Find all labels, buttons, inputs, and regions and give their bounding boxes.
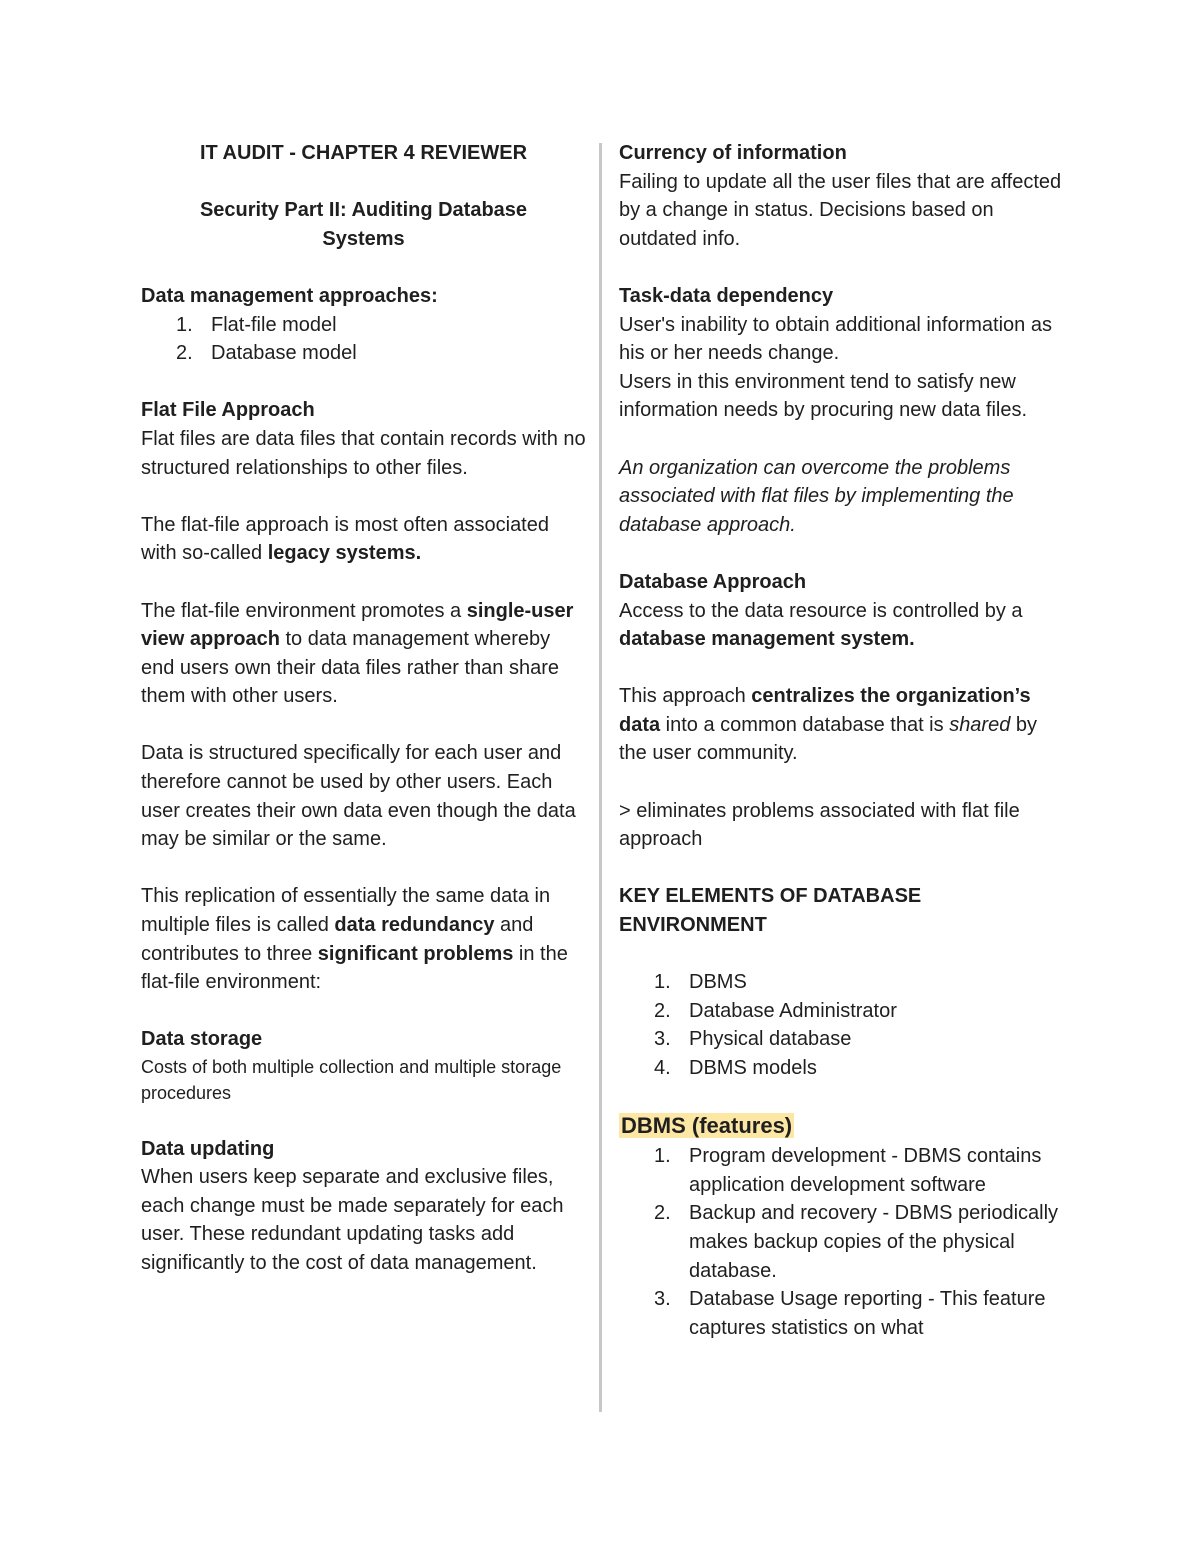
database-approach-text: Access to the data resource is controlled by a database management system. [619,599,1023,651]
key-elements-list [619,968,1069,1082]
data-updating-heading: Data updating [141,1137,275,1160]
legacy-paragraph: The flat-file approach is most often associated with so-called legacy systems. [141,513,549,565]
currency-heading: Currency of information [619,142,847,164]
left-column [141,139,586,1278]
document-title: IT AUDIT - CHAPTER 4 REVIEWER [199,142,528,164]
data-updating-text: When users keep separate and exclusive files, each change must be made separately for each user. These redundant updating tasks add significantly to the cost of data management. [141,1166,564,1274]
centralizes-paragraph: This approach centralizes the organization’s data into a common database that is shared by the user community. [619,685,1038,765]
list-item: 1. Flat-file model [176,313,337,336]
structured-paragraph: Data is structured specifically for each user and therefore cannot be used by other users. Each user creates their own data even though the data may be similar or the same. [141,742,576,851]
redundancy-paragraph: This replication of essentially the same data in multiple files is called data redundancy and contributes to three significant problems in the flat-file environment: [141,885,568,994]
single-user-paragraph: The flat-file environment promotes a single-user view approach to data management whereby end users own their data files rather than share them with other users. [141,599,574,708]
eliminates-paragraph: > eliminates problems associated with flat file approach [619,799,1020,851]
dbms-features-heading: DBMS (features) [621,1113,793,1139]
currency-text: Failing to update all the user files that are affected by a change in status. Decisions based on outdated info. [619,170,1062,250]
subtitle-line-1: Security Part II: Auditing Database [199,199,528,222]
list-item: 2. Database Administrator [654,999,897,1022]
list-item: 1. Program development - DBMS contains application development software [654,1145,1042,1196]
flat-file-heading: Flat File Approach [141,399,315,422]
overcome-paragraph: An organization can overcome the problems associated with flat files by implementing the database approach. [619,456,1014,536]
list-item: 2. Database model [176,342,357,365]
database-approach-heading: Database Approach [619,570,807,593]
dbms-features-list [619,1142,1069,1342]
data-storage-heading: Data storage [141,1028,263,1051]
list-item: 1. DBMS [654,971,747,994]
flat-file-definition: Flat files are data files that contain records with no structured relationships to other files. [141,427,586,479]
list-item: 2. Backup and recovery - DBMS periodically makes backup copies of the physical database. [654,1202,1059,1282]
data-storage-text: Costs of both multiple collection and multiple storage procedures [141,1057,562,1103]
list-item: 4. DBMS models [654,1057,817,1079]
data-management-heading: Data management approaches: [141,284,438,307]
right-column [619,139,1069,1342]
document-subtitle [141,196,586,253]
task-data-text-2: Users in this environment tend to satisfy new information needs by procuring new data files. [619,370,1028,422]
key-elements-heading: KEY ELEMENTS OF DATABASE ENVIRONMENT [619,885,922,937]
task-data-heading: Task-data dependency [619,284,834,307]
column-divider [599,143,602,1412]
data-management-list [141,311,586,368]
list-item: 3. Physical database [654,1028,852,1051]
list-item: 3. Database Usage reporting - This feature captures statistics on what [654,1288,1046,1339]
task-data-text-1: User's inability to obtain additional information as his or her needs change. [619,313,1052,365]
subtitle-line-2: Systems [322,227,405,250]
